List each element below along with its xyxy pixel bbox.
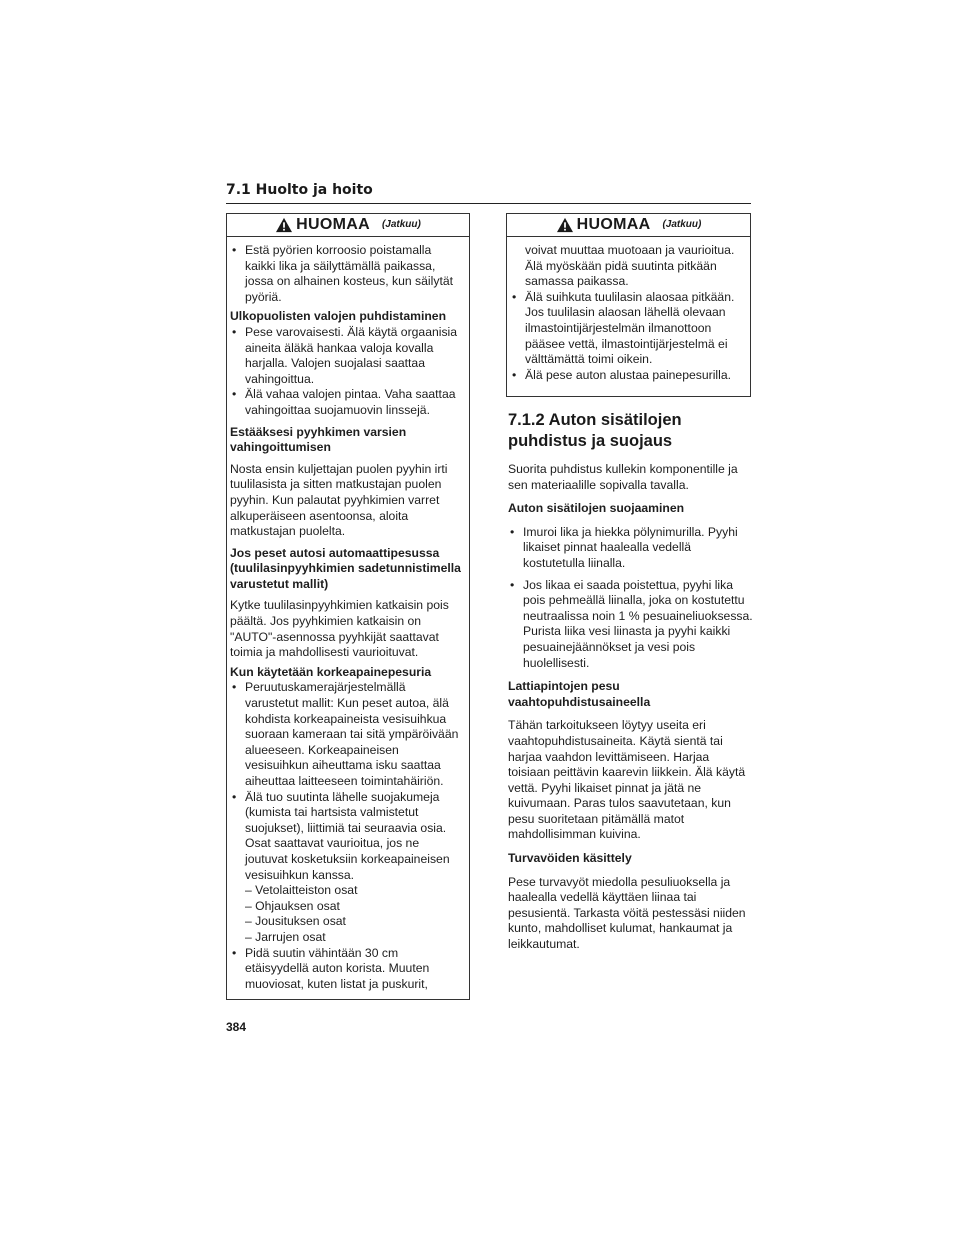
subheading: Kun käytetään korkeapainepesuria (230, 664, 432, 679)
list-item: • Pidä suutin vähintään 30 cm etäisyydellä auton korista. Muuten muoviosat, kuten listat ja puskurit, (232, 945, 430, 991)
warning-box-left (226, 213, 470, 1000)
paragraph: voivat muuttaa muotoaan ja vaurioitua. Älä myöskään pidä suutinta pitkään samassa paikassa. (525, 243, 735, 289)
dash-item: – Jousituksen osat (245, 914, 346, 929)
list-item: • Estä pyörien korroosio poistamalla kaikki lika ja säilyttämällä paikassa, jossa on alhainen kosteus, kun säilytät pyöriä. (232, 243, 453, 304)
list-item: • Älä tuo suutinta lähelle suojakumeja (kumista tai hartsista valmistetut suojukset), liittimiä tai seuraavia osia. Osat saattavat vaurioitua, jos ne joutuvat kosketuksiin korkeapaineisen vesisuihkun kanssa. – Vetolaitteiston osat – Ohjauksen osat – Jousituksen osat – Jarrujen osat (230, 790, 461, 946)
warning-title: HUOMAA (296, 216, 370, 233)
page-number: 384 (226, 1020, 247, 1034)
list-item: • Älä suihkuta tuulilasin alaosaa pitkään. Jos tuulilasin alaosan lähellä olevaan ilmastointijärjestelmän ilmanottoon pääsee vettä, ilmastointijärjestelmä ei välttämättä toimi oikein. (512, 289, 735, 367)
subheading: Ulkopuolisten valojen puhdistaminen (230, 309, 447, 324)
paragraph: Pese turvavyöt miedolla pesuliuoksella ja haalealla vedellä käyttäen liinaa tai pesusientä. Tarkasta vöitä pestessäsi niiden kunto, mahdolliset kulumat, hankaumat ja leikkautumat. (508, 874, 746, 952)
warning-subtitle: (Jatkuu) (381, 219, 421, 230)
list-item: • Jos likaa ei saada poistettua, pyyhi lika pois pehmeällä liinalla, joka on kostutettu neutraalissa noin 1 % pesuaineliuoksessa. Purista liika vesi liinasta ja pyyhi kaikki pesuainejäännökset ja vesi pois huolellisesti. (510, 577, 753, 670)
warning-triangle-icon (556, 217, 574, 233)
subheading: Turvavöiden käsittely (508, 851, 632, 866)
subheading: Auton sisätilojen suojaaminen (508, 501, 685, 516)
section-title: 7.1 Huolto ja hoito (226, 182, 373, 198)
dash-item: – Jarrujen osat (245, 929, 326, 944)
warning-body (227, 237, 469, 992)
list-item: • Pese varovaisesti. Älä käytä orgaanisia aineita äläkä hankaa valoja kovalla harjalla. Valojen suojalasi saattaa vahingoittua. (232, 324, 458, 386)
list-item: • Älä vahaa valojen pintaa. Vaha saattaa vahingoittaa suojamuovin linssejä. (232, 387, 456, 417)
paragraph: Suorita puhdistus kullekin komponentille ja sen materiaalille sopivalla tavalla. (508, 462, 738, 492)
paragraph: Tähän tarkoitukseen löytyy useita eri vaahtopuhdistusaineita. Käytä sientä tai harjaa vaahdon levittämiseen. Harjaa toisiaan peittävin kaarevin liikkein. Älä käytä vettä. Pyyhi likaiset pinnat ja jätä ne kuivumaan. Paras tulos saavutetaan, kun pesu suoritetaan pitämällä matot mahdollisimman kuivina. (508, 718, 746, 842)
section-heading: 7.1.2 Auton sisätilojen puhdistus ja suojaus (508, 411, 682, 450)
dash-item: – Ohjauksen osat (245, 898, 340, 913)
warning-triangle-icon (275, 217, 293, 233)
warning-box-right (506, 213, 751, 397)
list-item: • Peruutuskamerajärjestelmällä varustetut mallit: Kun peset autoa, älä kohdista korkeapaineista vesisuihkua suoraan kameraan tai sitä ympäröivään alueeseen. Korkeapaineisen vesisuihkun aiheuttama isku saattaa aiheuttaa laitteeseen toimintahäiriön. (232, 680, 459, 788)
warning-box-header (507, 214, 750, 237)
list-item: • Imuroi lika ja hiekka pölynimurilla. Pyyhi likaiset pinnat haalealla vedellä kostutetulla liinalla. (510, 524, 738, 570)
subheading: Lattiapintojen pesu vaahtopuhdistusaineella (508, 679, 651, 709)
warning-body (507, 237, 750, 383)
warning-box-header (227, 214, 469, 237)
paragraph: Kytke tuulilasinpyyhkimien katkaisin pois päältä. Jos pyyhkimien katkaisin on "AUTO"-asennossa pyyhkijät saattavat toimia ja mahdollisesti vaurioituvat. (230, 598, 449, 660)
subheading: Estääksesi pyyhkimen varsien vahingoittumisen (230, 424, 407, 455)
warning-subtitle: (Jatkuu) (662, 219, 702, 230)
section-header (226, 179, 751, 204)
dash-item: – Vetolaitteiston osat (245, 883, 358, 898)
subheading: Jos peset autosi automaattipesussa (tuulilasinpyyhkimien sadetunnistimella varustetut mallit) (230, 545, 461, 591)
right-column (508, 410, 753, 953)
list-item: • Älä pese auton alustaa painepesurilla. (512, 367, 731, 382)
paragraph: Nosta ensin kuljettajan puolen pyyhin irti tuulilasista ja sitten matkustajan puolen pyyhin. Kun palautat pyyhkimien varret alkuperäiseen asentoonsa, aloita matkustajan puolelta. (230, 461, 448, 539)
warning-title: HUOMAA (576, 216, 651, 233)
